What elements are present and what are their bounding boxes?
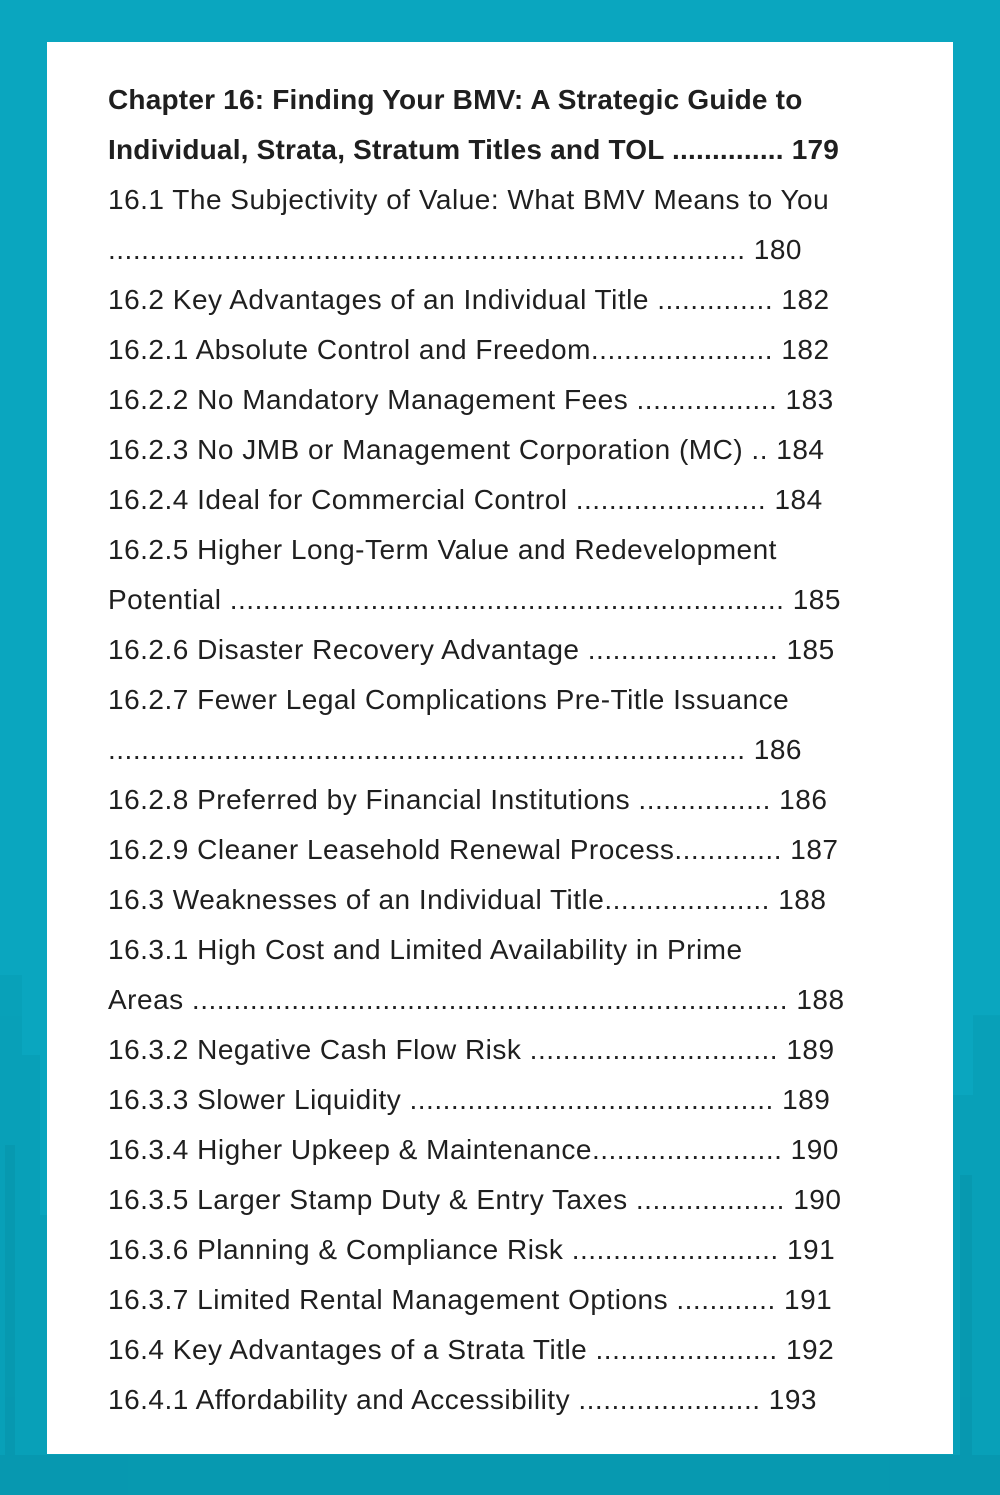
toc-entry-line: 16.3 Weaknesses of an Individual Title.................... 188	[108, 884, 827, 915]
toc-entry-line: ............................................................................. 180	[108, 234, 803, 265]
table-of-contents	[108, 75, 898, 1425]
toc-entry-line: 16.2.5 Higher Long-Term Value and Redevelopment	[108, 534, 777, 565]
chapter-title-line: Chapter 16: Finding Your BMV: A Strategic Guide to	[108, 84, 803, 115]
toc-entry-line: 16.4 Key Advantages of a Strata Title ...................... 192	[108, 1334, 835, 1365]
toc-entry-line: 16.4.1 Affordability and Accessibility ...................... 193	[108, 1384, 817, 1415]
toc-entry-line: 16.2.8 Preferred by Financial Institutions ................ 186	[108, 784, 828, 815]
toc-entry-line: 16.3.4 Higher Upkeep & Maintenance....................... 190	[108, 1134, 839, 1165]
toc-entry-line: 16.3.1 High Cost and Limited Availability in Prime	[108, 934, 743, 965]
chapter-title-line: Individual, Strata, Stratum Titles and TOL .............. 179	[108, 134, 840, 165]
toc-entry-line: 16.2.7 Fewer Legal Complications Pre-Title Issuance	[108, 684, 790, 715]
toc-entry-line: ............................................................................. 186	[108, 734, 803, 765]
toc-entry-line: 16.2.3 No JMB or Management Corporation (MC) .. 184	[108, 434, 825, 465]
toc-entry-line: 16.2.9 Cleaner Leasehold Renewal Process............. 187	[108, 834, 839, 865]
toc-entry-line: 16.3.3 Slower Liquidity ............................................ 189	[108, 1084, 831, 1115]
toc-entry-line: 16.2.6 Disaster Recovery Advantage ....................... 185	[108, 634, 835, 665]
toc-entry-line: 16.3.2 Negative Cash Flow Risk .............................. 189	[108, 1034, 835, 1065]
toc-entry-line: 16.2 Key Advantages of an Individual Title .............. 182	[108, 284, 830, 315]
toc-entry-line: 16.1 The Subjectivity of Value: What BMV Means to You	[108, 184, 830, 215]
toc-entry-line: 16.2.4 Ideal for Commercial Control ....................... 184	[108, 484, 823, 515]
toc-entry-line: 16.3.5 Larger Stamp Duty & Entry Taxes .................. 190	[108, 1184, 842, 1215]
toc-entry-line: Areas ........................................................................ 188	[108, 984, 845, 1015]
toc-entry-line: Potential ................................................................... 185	[108, 584, 841, 615]
toc-entry-line: 16.2.1 Absolute Control and Freedom...................... 182	[108, 334, 830, 365]
document-page	[47, 42, 953, 1454]
toc-entry-line: 16.3.6 Planning & Compliance Risk ......................... 191	[108, 1234, 836, 1265]
toc-entry-line: 16.2.2 No Mandatory Management Fees ................. 183	[108, 384, 834, 415]
toc-entry-line: 16.3.7 Limited Rental Management Options ............ 191	[108, 1284, 833, 1315]
